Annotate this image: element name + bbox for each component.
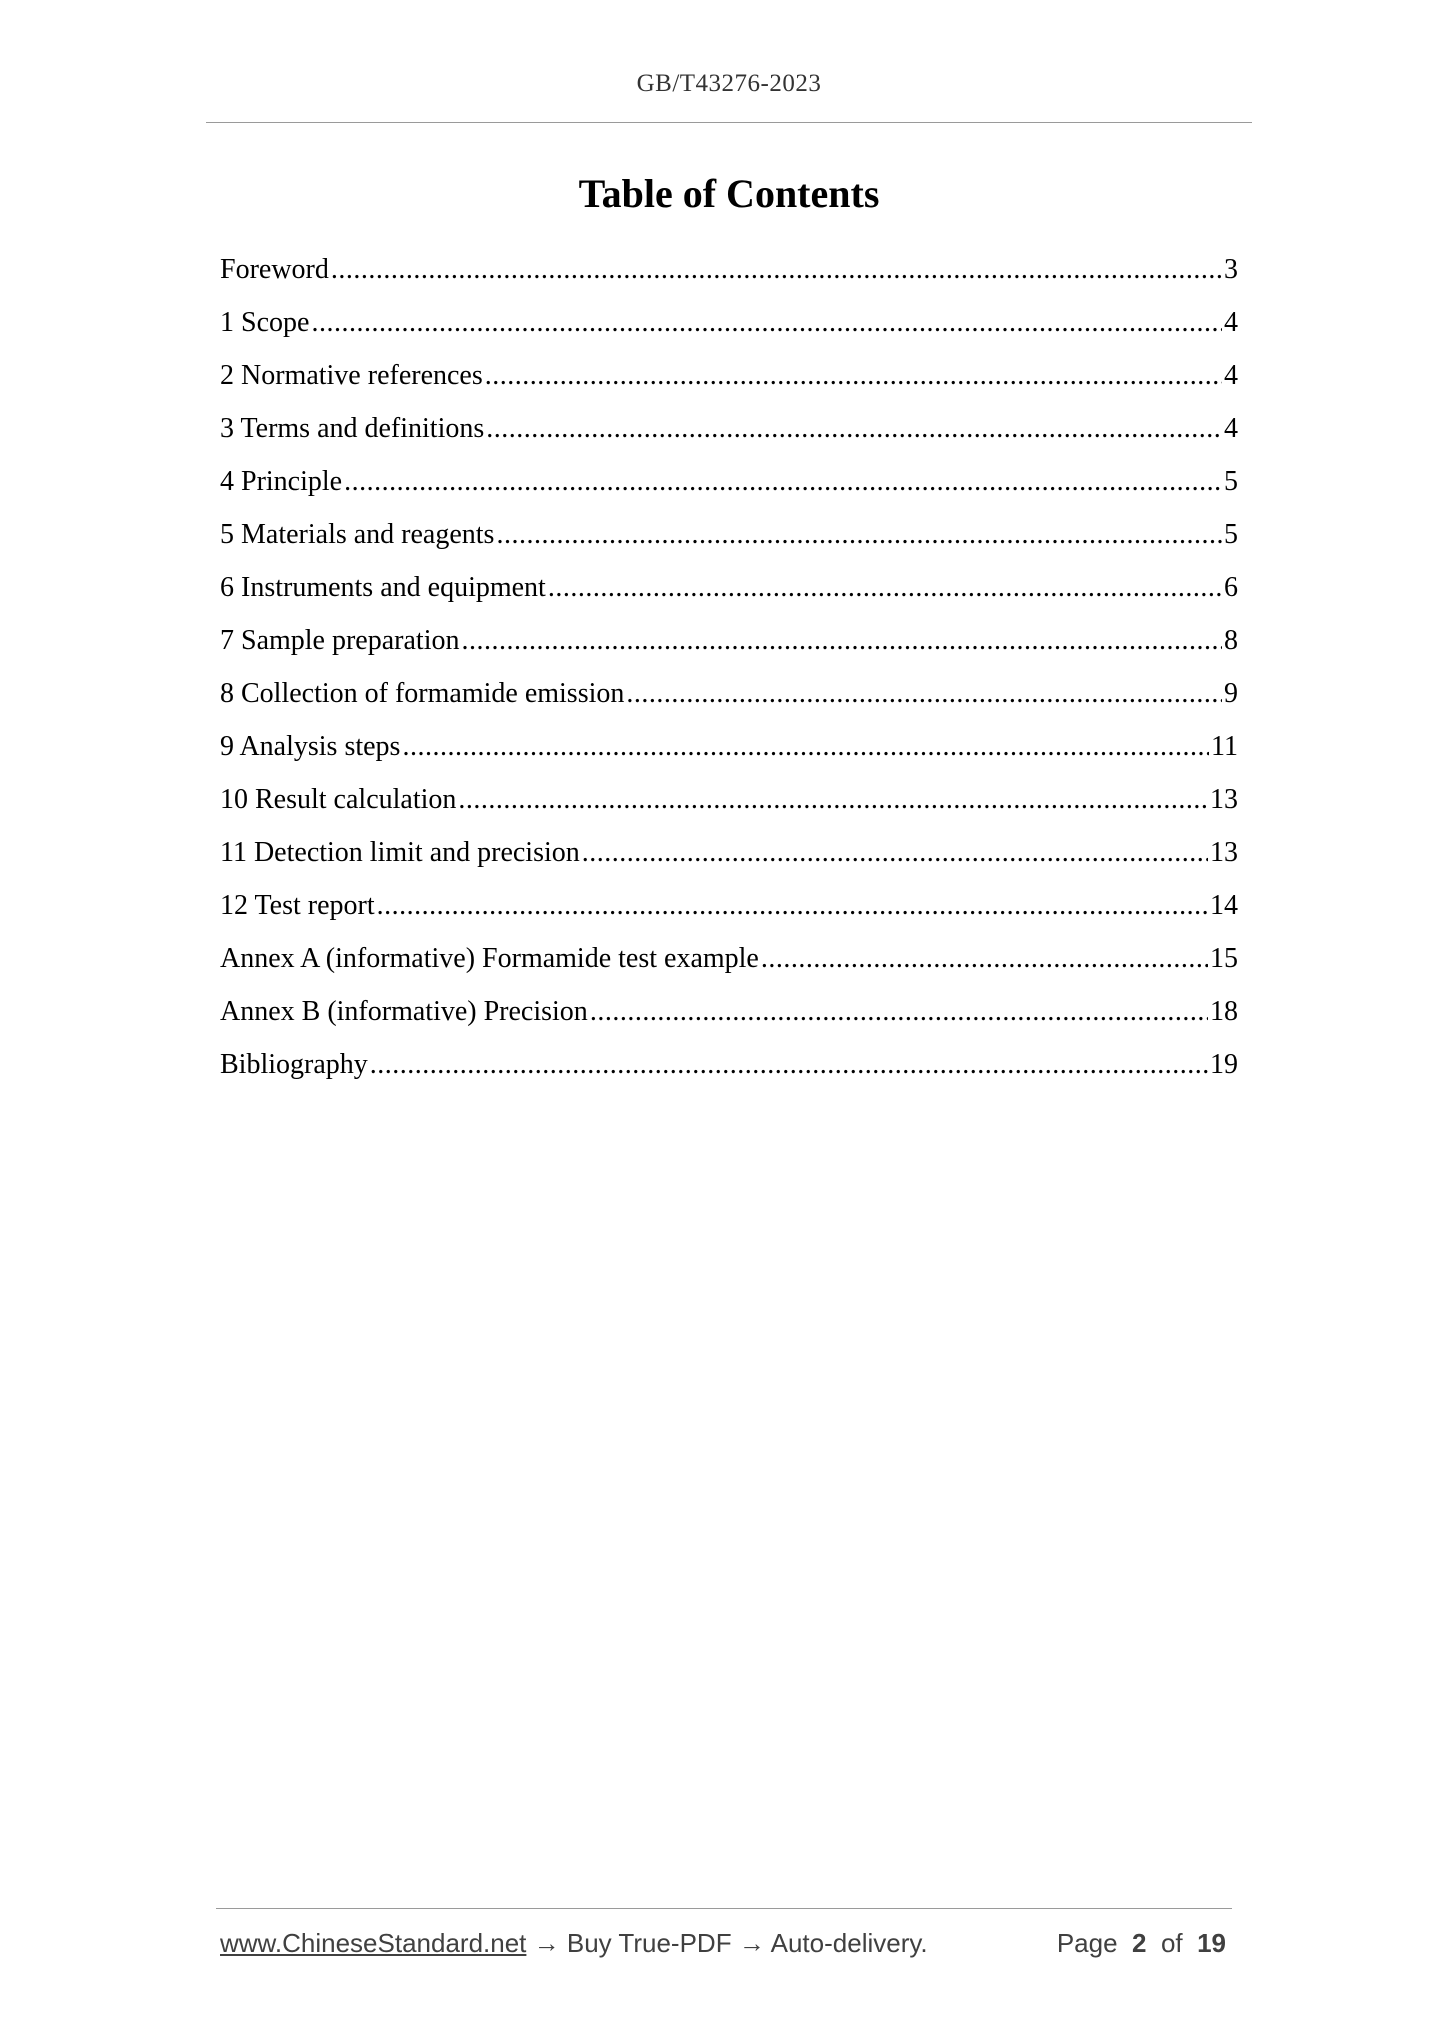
auto-delivery-text: Auto-delivery.	[770, 1928, 928, 1958]
toc-entry-page: 13	[1210, 784, 1238, 815]
total-pages-number: 19	[1197, 1928, 1226, 1958]
toc-entry-page: 13	[1210, 837, 1238, 868]
toc-entry[interactable]	[220, 508, 1238, 561]
toc-leader-dots	[486, 402, 1222, 455]
arrow-right-icon: →	[533, 1928, 560, 1958]
toc-entry[interactable]	[220, 614, 1238, 667]
toc-entry-page: 4	[1224, 413, 1238, 444]
arrow-right-icon: →	[738, 1928, 765, 1958]
toc-entry[interactable]	[220, 720, 1238, 773]
toc-entry[interactable]	[220, 985, 1238, 1038]
of-word: of	[1160, 1928, 1183, 1958]
toc-entry-page: 4	[1224, 360, 1238, 391]
buy-pdf-text: Buy True-PDF	[566, 1928, 732, 1958]
toc-entry-label: Annex A (informative) Formamide test example	[220, 943, 759, 974]
toc-leader-dots	[590, 985, 1208, 1038]
toc-entry-label: Bibliography	[220, 1049, 368, 1080]
toc-entry-page: 3	[1224, 254, 1238, 285]
toc-list	[220, 243, 1238, 1091]
toc-entry[interactable]	[220, 349, 1238, 402]
toc-entry[interactable]	[220, 455, 1238, 508]
toc-entry-label: Foreword	[220, 254, 329, 285]
toc-leader-dots	[582, 826, 1208, 879]
toc-leader-dots	[485, 349, 1222, 402]
toc-entry[interactable]	[220, 879, 1238, 932]
toc-leader-dots	[761, 932, 1208, 985]
toc-title: Table of Contents	[578, 171, 880, 216]
toc-entry-label: 6 Instruments and equipment	[220, 572, 546, 603]
toc-entry[interactable]	[220, 667, 1238, 720]
document-number-header: GB/T43276-2023	[636, 70, 822, 97]
toc-entry-label: 8 Collection of formamide emission	[220, 678, 625, 709]
page-indicator	[1057, 1928, 1226, 1959]
footer-divider	[216, 1908, 1232, 1909]
toc-entry[interactable]	[220, 932, 1238, 985]
toc-leader-dots	[370, 1038, 1208, 1091]
page-word: Page	[1056, 1928, 1118, 1958]
toc-entry-label: 1 Scope	[220, 307, 310, 338]
toc-entry-label: 3 Terms and definitions	[220, 413, 485, 444]
toc-entry-page: 5	[1224, 466, 1238, 497]
toc-entry[interactable]	[220, 826, 1238, 879]
page-footer	[220, 1928, 1232, 1968]
current-page-number: 2	[1132, 1928, 1147, 1958]
toc-leader-dots	[331, 243, 1222, 296]
toc-entry[interactable]	[220, 296, 1238, 349]
toc-leader-dots	[377, 879, 1208, 932]
toc-entry[interactable]	[220, 773, 1238, 826]
toc-entry-page: 5	[1224, 519, 1238, 550]
toc-leader-dots	[458, 773, 1208, 826]
toc-leader-dots	[402, 720, 1209, 773]
toc-entry-page: 15	[1210, 943, 1238, 974]
footer-promo	[220, 1928, 928, 1959]
toc-entry[interactable]	[220, 402, 1238, 455]
toc-leader-dots	[311, 296, 1222, 349]
toc-entry[interactable]	[220, 243, 1238, 296]
toc-entry-page: 19	[1210, 1049, 1238, 1080]
toc-entry-label: 9 Analysis steps	[220, 731, 401, 762]
toc-entry-page: 11	[1211, 731, 1238, 762]
toc-entry-page: 18	[1210, 996, 1238, 1027]
website-link[interactable]: www.ChineseStandard.net	[220, 1928, 527, 1958]
toc-entry-page: 8	[1224, 625, 1238, 656]
toc-entry-page: 4	[1224, 307, 1238, 338]
toc-leader-dots	[548, 561, 1222, 614]
toc-entry[interactable]	[220, 1038, 1238, 1091]
toc-entry-label: 12 Test report	[220, 890, 375, 921]
toc-entry[interactable]	[220, 561, 1238, 614]
toc-entry-label: 11 Detection limit and precision	[220, 837, 580, 868]
toc-entry-label: 4 Principle	[220, 466, 343, 497]
toc-entry-label: 2 Normative references	[220, 360, 483, 391]
toc-entry-label: 7 Sample preparation	[220, 625, 460, 656]
toc-entry-page: 9	[1224, 678, 1238, 709]
header-divider	[206, 122, 1252, 123]
toc-leader-dots	[461, 614, 1222, 667]
toc-entry-label: 10 Result calculation	[220, 784, 457, 815]
toc-leader-dots	[344, 455, 1222, 508]
toc-leader-dots	[626, 667, 1222, 720]
toc-entry-label: Annex B (informative) Precision	[220, 996, 588, 1027]
toc-leader-dots	[496, 508, 1222, 561]
toc-entry-label: 5 Materials and reagents	[220, 519, 495, 550]
toc-entry-page: 14	[1210, 890, 1238, 921]
toc-entry-page: 6	[1224, 572, 1238, 603]
